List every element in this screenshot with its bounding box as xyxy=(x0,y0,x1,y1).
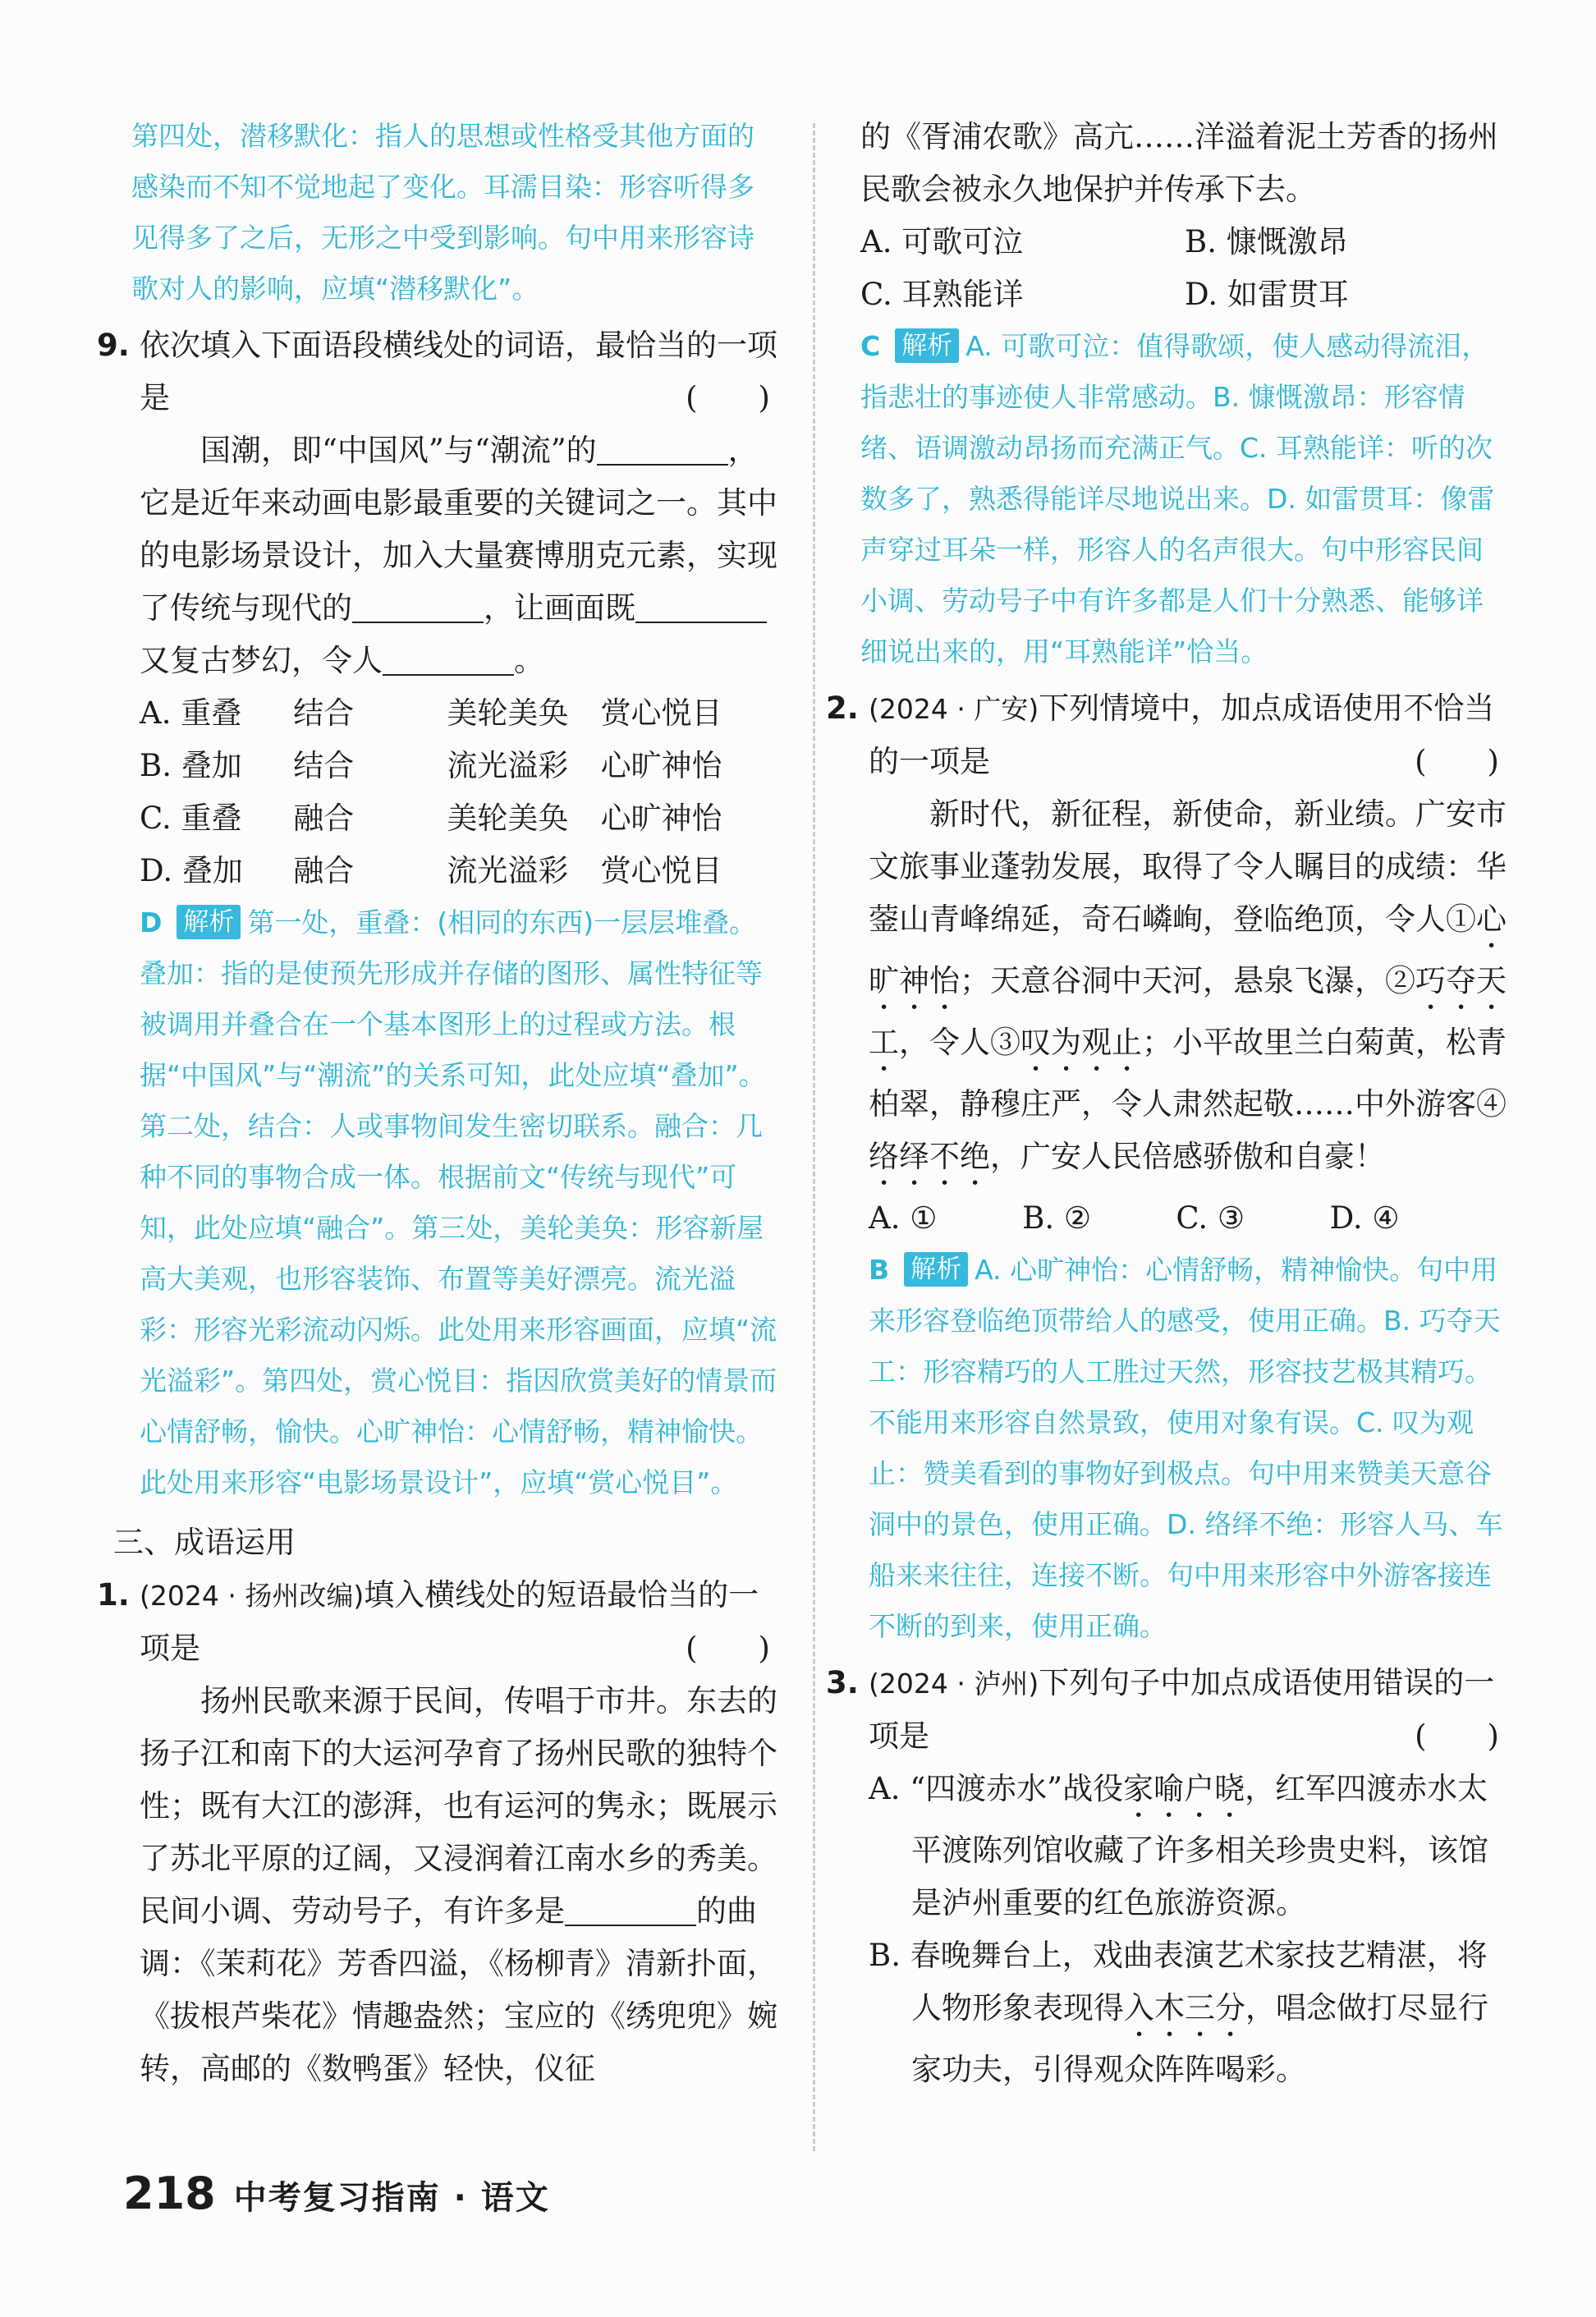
explanation-q8-tail: 第四处，潜移默化：指人的思想或性格受其他方面的感染而不知不觉地起了变化。耳濡目染：形容听得多见得多了之后，无形之中受到影响。句中用来形容诗歌对人的影响，应填“潜移默化”。 xyxy=(131,120,754,305)
answer-letter: C xyxy=(860,330,881,362)
option-b: B. 春晚舞台上，戏曲表演艺术家技艺精湛，将人物形象表现得入木三分，唱念做打尽显行家功夫，引得观众阵阵喝彩。 xyxy=(869,1938,1488,2087)
question-stem: 依次填入下面语段横线处的词语，最恰当的一项是 ( ) xyxy=(140,319,780,424)
dotted-idiom: 叹为观止 xyxy=(1020,1025,1142,1060)
left-column xyxy=(97,111,780,2095)
answer-letter: B xyxy=(869,1254,890,1286)
analysis-tag: 解析 xyxy=(177,905,241,939)
question-number: 2. xyxy=(826,691,859,726)
question-1 xyxy=(97,1569,780,2095)
option-row: A. ① B. ② C. ③ D. ④ xyxy=(869,1200,1400,1236)
right-column xyxy=(826,111,1509,2096)
dotted-idiom: 心旷神怡 xyxy=(869,902,1507,998)
book-title: 中考复习指南 · 语文 xyxy=(233,2179,550,2217)
question-passage: 国潮，即“中国风”与“潮流”的 ，它是近年来动画电影最重要的关键词之一。其中的电影场景设计，加入大量赛博朋克元素，实现了传统与现代的 ，让画面既又复古梦幻，令人 。 xyxy=(140,433,777,678)
option-b: B. 叠加 结合 流光溢彩 心旷神怡 xyxy=(140,748,722,783)
answer-bracket: ( ) xyxy=(1415,744,1499,779)
section-title: 三、成语运用 xyxy=(113,1525,296,1560)
question-number: 9. xyxy=(97,328,130,363)
options-list xyxy=(140,687,780,897)
blank-line xyxy=(383,646,514,676)
dotted-idiom: 络绎不绝 xyxy=(869,1139,990,1174)
explanation-q1: C 解析 A. 可歌可泣：值得歌颂，使人感动得流泪，指悲壮的事迹使人非常感动。B. 慷慨激昂：形容情绪、语调激动昂扬而充满正气。C. 耳熟能详：听的次数多了，熟悉得能详尽地说出来。D. 如雷贯耳：像雷声穿过耳朵一样，形容人的名声很大。句中形容民间小调、劳动号子中有许多都是人们十分熟悉、能够详细说出来的，用“耳熟能详”恰当。 xyxy=(860,330,1495,668)
explanation-q9: D 解析 第一处，重叠：(相同的东西)一层层堆叠。叠加：指的是使预先形成并存储的图形、属性特征等被调用并叠合在一个基本图形上的过程或方法。根据“中国风”与“潮流”的关系可知，此处应填“叠加”。第二处，结合：人或事物间发生密切联系。融合：几种不同的事物合成一体。根据前文“传统与现代”可知，此处应填“融合”。第三处，美轮美奂：形容新屋高大美观，也形容装饰、布置等美好漂亮。流光溢彩：形容光彩流动闪烁。此处用来形容画面，应填“流光溢彩”。第四处，赏心悦目：指因欣赏美好的情景而心情舒畅，愉快。心旷神怡：心情舒畅，精神愉快。此处用来形容“电影场景设计”，应填“赏心悦目”。 xyxy=(140,906,777,1498)
page-footer xyxy=(123,2168,550,2219)
answer-bracket: ( ) xyxy=(686,1631,770,1666)
dotted-idiom: 入木三分 xyxy=(1124,1990,1245,2026)
column-divider xyxy=(813,123,815,2151)
question-passage: 新时代，新征程，新使命，新业绩。广安市文旅事业蓬勃发展，取得了令人瞩目的成绩：华蓥山青峰绵延，奇石嶙峋，登临绝顶，令人①心旷神怡；天意谷洞中天河，悬泉飞瀑，②巧夺天工，令人③叹为观止；小平故里兰白菊黄，松青柏翠，静穆庄严，令人肃然起敬……中外游客④络绎不绝，广安人民倍感骄傲和自豪！ xyxy=(869,796,1507,1174)
question-source: (2024 · 泸州) xyxy=(869,1668,1039,1700)
answer-letter: D xyxy=(140,906,163,938)
question-9 xyxy=(97,319,780,1508)
dotted-idiom: 家喻户晓 xyxy=(1123,1771,1245,1806)
option-a: A. “四渡赤水”战役家喻户晓，红军四渡赤水太平渡陈列馆收藏了许多相关珍贵史料，该馆是泸州重要的红色旅游资源。 xyxy=(869,1771,1488,1920)
question-number: 3. xyxy=(826,1665,859,1700)
dotted-idiom: 巧夺天工 xyxy=(869,963,1507,1060)
blank-line xyxy=(597,436,728,466)
page-number: 218 xyxy=(123,2168,216,2219)
question-3 xyxy=(826,1657,1509,2096)
option-a: A. 重叠 结合 美轮美奂 赏心悦目 xyxy=(140,695,722,731)
question-2 xyxy=(826,682,1509,1652)
question-1-passage-cont: 的《胥浦农歌》高亢……洋溢着泥土芳香的扬州民歌会被永久地保护并传承下去。 xyxy=(860,119,1498,207)
option-d: D. 叠加 融合 流光溢彩 赏心悦目 xyxy=(140,853,722,888)
blank-line xyxy=(635,594,767,623)
analysis-tag: 解析 xyxy=(904,1252,968,1287)
question-stem: (2024 · 泸州)下列句子中加点成语使用错误的一项是 ( ) xyxy=(869,1657,1509,1763)
question-stem: (2024 · 广安)下列情境中，加点成语使用不恰当的一项是 ( ) xyxy=(869,682,1509,788)
question-source: (2024 · 扬州改编) xyxy=(140,1580,365,1612)
blank-line xyxy=(565,1897,696,1926)
answer-bracket: ( ) xyxy=(686,380,770,415)
question-number: 1. xyxy=(97,1577,130,1613)
option-row: C. 耳熟能详 D. 如雷贯耳 xyxy=(860,277,1349,312)
question-source: (2024 · 广安) xyxy=(869,693,1039,725)
analysis-tag: 解析 xyxy=(895,328,959,363)
option-row: A. 可歌可泣 B. 慷慨激昂 xyxy=(860,224,1348,259)
option-c: C. 重叠 融合 美轮美奂 心旷神怡 xyxy=(140,801,722,836)
question-passage: 扬州民歌来源于民间，传唱于市井。东去的扬子江和南下的大运河孕育了扬州民歌的独特个性；既有大江的澎湃，也有运河的隽永；既展示了苏北平原的辽阔，又浸润着江南水乡的秀美。民间小调、劳动号子，有许多是 的曲调：《茉莉花》芳香四溢，《杨柳青》清新扑面，《拔根芦柴花》情趣盎然；宝应的《绣兜兜》婉转，高邮的《数鸭蛋》轻快，仪征 xyxy=(140,1683,777,2086)
answer-bracket: ( ) xyxy=(1415,1718,1499,1754)
question-1-options xyxy=(860,216,1509,321)
question-stem: (2024 · 扬州改编)填入横线处的短语最恰当的一项是 ( ) xyxy=(140,1569,780,1675)
options-list xyxy=(869,1192,1509,1245)
explanation-q2: B 解析 A. 心旷神怡：心情舒畅，精神愉快。句中用来形容登临绝顶带给人的感受，使用正确。B. 巧夺天工：形容精巧的人工胜过天然，形容技艺极其精巧。不能用来形容自然景致，使用对象有误。C. 叹为观止：赞美看到的事物好到极点。句中用来赞美天意谷洞中的景色，使用正确。D. 络绎不绝：形容人马、车船来来往往，连接不断。句中用来形容中外游客接连不断的到来，使用正确。 xyxy=(869,1254,1503,1642)
blank-line xyxy=(352,594,484,623)
